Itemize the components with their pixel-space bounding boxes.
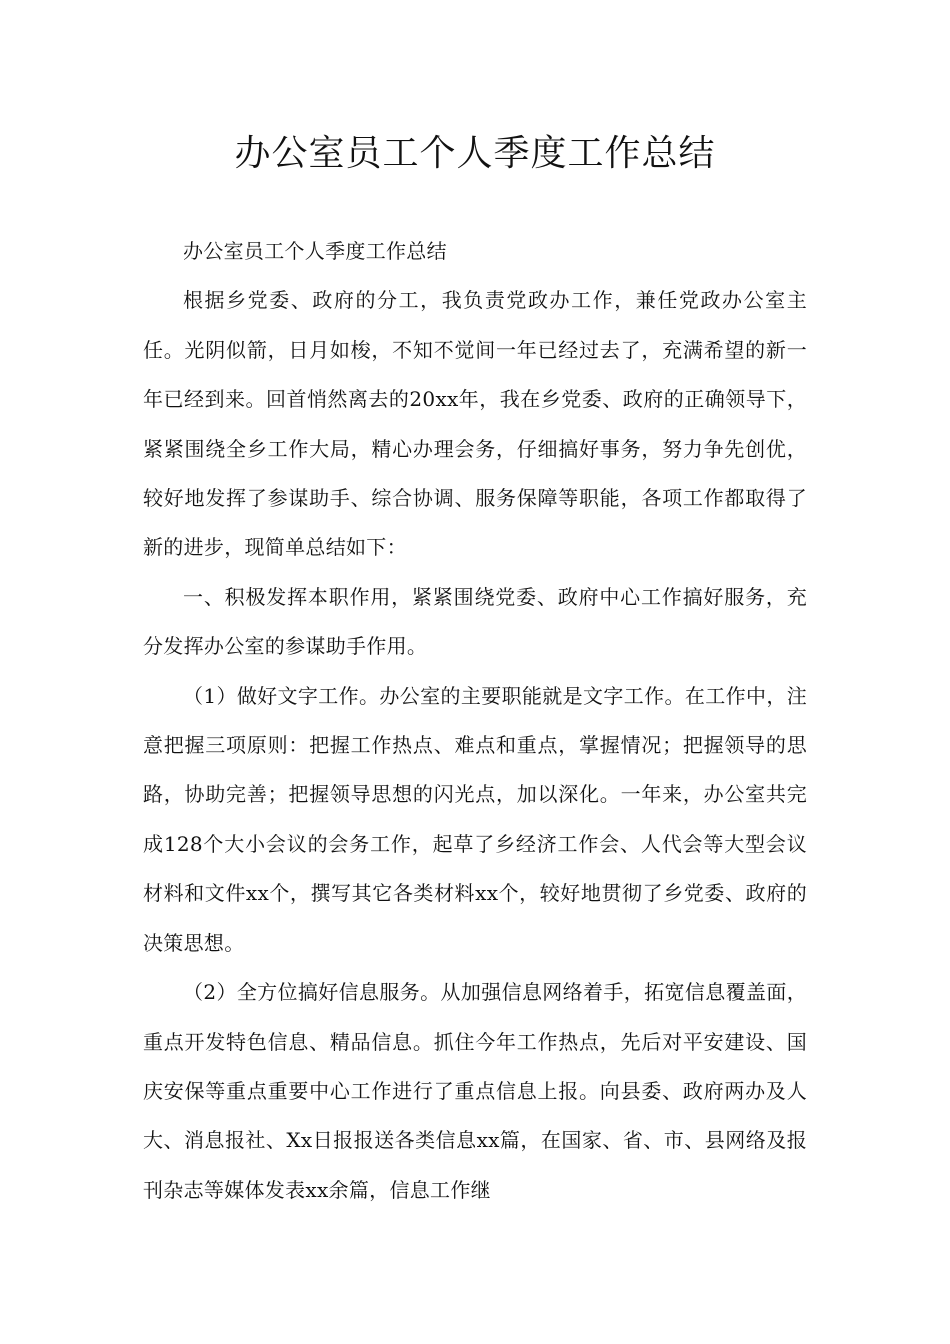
document-body <box>143 227 807 1215</box>
paragraph-item-1: （1）做好文字工作。办公室的主要职能就是文字工作。在工作中，注意把握三项原则：把握工作热点、难点和重点，掌握情况；把握领导的思路，协助完善；把握领导思想的闪光点，加以深化。一年来，办公室共完成128个大小会议的会务工作，起草了乡经济工作会、人代会等大型会议材料和文件xx个，撰写其它各类材料xx个，较好地贯彻了乡党委、政府的决策思想。 <box>143 683 807 955</box>
document-title: 办公室员工个人季度工作总结 <box>234 133 716 174</box>
paragraph-intro: 根据乡党委、政府的分工，我负责党政办工作，兼任党政办公室主任。光阴似箭，日月如梭，不知不觉间一年已经过去了，充满希望的新一年已经到来。回首悄然离去的20xx年，我在乡党委、政府的正确领导下，紧紧围绕全乡工作大局，精心办理会务，仔细搞好事务，努力争先创优，较好地发挥了参谋助手、综合协调、服务保障等职能，各项工作都取得了新的进步，现简单总结如下： <box>143 288 807 560</box>
paragraph-subtitle: 办公室员工个人季度工作总结 <box>183 239 447 263</box>
paragraph-item-2: （2）全方位搞好信息服务。从加强信息网络着手，拓宽信息覆盖面，重点开发特色信息、精品信息。抓住今年工作热点，先后对平安建设、国庆安保等重点重要中心工作进行了重点信息上报。向县委、政府两办及人大、消息报社、Xx日报报送各类信息xx篇，在国家、省、市、县网络及报刊杂志等媒体发表xx余篇，信息工作继 <box>143 980 807 1202</box>
paragraph-section-1: 一、积极发挥本职作用，紧紧围绕党委、政府中心工作搞好服务，充分发挥办公室的参谋助手作用。 <box>143 584 807 659</box>
